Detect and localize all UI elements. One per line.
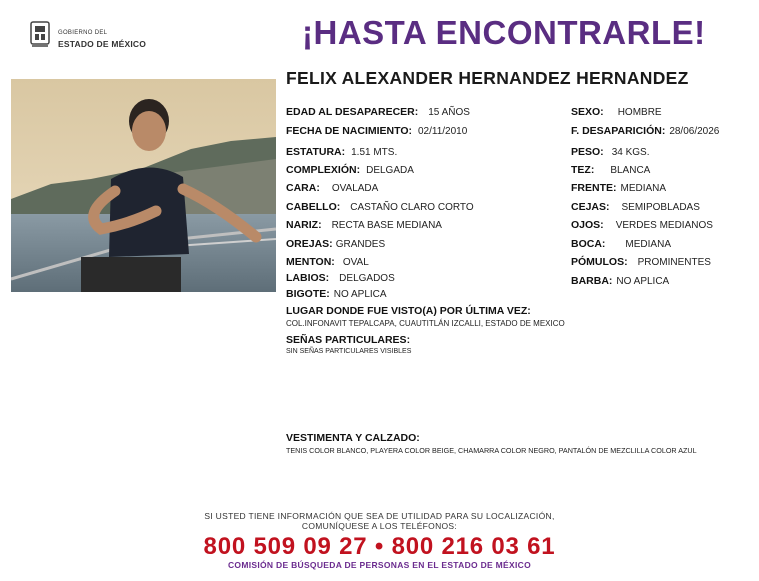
field-cheekbones bbox=[571, 256, 711, 268]
field-label: EDAD AL DESAPARECER: bbox=[286, 106, 419, 118]
seal-icon bbox=[28, 20, 52, 50]
field-label: CABELLO: bbox=[286, 201, 341, 213]
field-value: 02/11/2010 bbox=[418, 126, 468, 137]
field-value: 1.51 MTS. bbox=[351, 147, 398, 158]
field-mouth bbox=[571, 238, 671, 250]
field-value: VERDES MEDIANOS bbox=[615, 220, 713, 231]
field-value: PROMINENTES bbox=[637, 257, 711, 268]
person-photo bbox=[11, 79, 276, 292]
field-label: NARIZ: bbox=[286, 219, 322, 231]
info-line-2: COMUNÍQUESE A LOS TELÉFONOS: bbox=[301, 521, 458, 531]
distinguishing-marks-value: SIN SEÑAS PARTICULARES VISIBLES bbox=[286, 348, 412, 355]
field-disappearance-date bbox=[571, 125, 719, 137]
field-value: MEDIANA bbox=[620, 183, 667, 194]
field-age bbox=[286, 106, 470, 118]
commission-name: COMISIÓN DE BÚSQUEDA DE PERSONAS EN EL ESTADO DE MÉXICO bbox=[227, 560, 532, 570]
field-complexion bbox=[571, 164, 650, 176]
field-build bbox=[286, 164, 414, 176]
government-logo bbox=[28, 20, 168, 52]
field-label: ESTATURA: bbox=[286, 146, 346, 158]
field-value: DELGADA bbox=[366, 165, 414, 176]
distinguishing-marks-title: SEÑAS PARTICULARES: bbox=[286, 334, 411, 346]
field-label: OJOS: bbox=[571, 219, 604, 231]
field-height bbox=[286, 146, 397, 158]
field-label: LABIOS: bbox=[286, 272, 330, 284]
field-label: OREJAS: bbox=[286, 238, 333, 250]
field-face bbox=[286, 182, 378, 194]
field-label: FRENTE: bbox=[571, 182, 617, 194]
field-label: PÓMULOS: bbox=[571, 256, 628, 268]
field-hair bbox=[286, 201, 474, 213]
last-seen-title: LUGAR DONDE FUE VISTO(A) POR ÚLTIMA VEZ: bbox=[286, 305, 531, 317]
field-label: SEXO: bbox=[571, 106, 604, 118]
field-label: PESO: bbox=[571, 146, 604, 158]
field-value: SEMIPOBLADAS bbox=[621, 202, 700, 213]
field-eyebrows bbox=[571, 201, 700, 213]
field-value: OVALADA bbox=[331, 183, 379, 194]
clothing-description: TENIS COLOR BLANCO, PLAYERA COLOR BEIGE, CHAMARRA COLOR NEGRO, PANTALÓN DE MEZCLILLA COLOR AZUL bbox=[286, 446, 697, 455]
field-value: NO APLICA bbox=[333, 289, 387, 300]
field-value: HOMBRE bbox=[617, 107, 662, 118]
field-value: MEDIANA bbox=[625, 239, 671, 250]
field-value: 15 AÑOS bbox=[428, 107, 470, 118]
field-label: COMPLEXIÓN: bbox=[286, 164, 361, 176]
field-value: CASTAÑO CLARO CORTO bbox=[350, 202, 474, 213]
field-ears bbox=[286, 238, 385, 250]
field-forehead bbox=[571, 182, 666, 194]
field-label: F. DESAPARICIÓN: bbox=[571, 125, 666, 137]
field-mustache bbox=[286, 288, 387, 300]
field-birthdate bbox=[286, 125, 467, 137]
clothing-title: VESTIMENTA Y CALZADO: bbox=[286, 432, 420, 444]
field-label: TEZ: bbox=[571, 164, 595, 176]
field-value: GRANDES bbox=[335, 239, 386, 250]
field-label: BARBA: bbox=[571, 275, 613, 287]
last-seen-location: COL.INFONAVIT TEPALCAPA, CUAUTITLÁN IZCALLI, ESTADO DE MEXICO bbox=[286, 319, 565, 328]
field-value: 28/06/2026 bbox=[669, 126, 720, 137]
field-sex bbox=[571, 106, 662, 118]
field-eyes bbox=[571, 219, 713, 231]
field-label: BIGOTE: bbox=[286, 288, 330, 300]
headline: ¡HASTA ENCONTRARLE! bbox=[302, 14, 706, 51]
field-label: FECHA DE NACIMIENTO: bbox=[286, 125, 412, 137]
phone-numbers: 800 509 09 27 • 800 216 03 61 bbox=[203, 533, 556, 560]
field-value: OVAL bbox=[342, 257, 369, 268]
field-value: DELGADOS bbox=[339, 273, 395, 284]
field-weight bbox=[571, 146, 650, 158]
field-beard bbox=[571, 275, 669, 287]
field-nose bbox=[286, 219, 442, 231]
field-value: 34 KGS. bbox=[611, 147, 650, 158]
field-value: NO APLICA bbox=[616, 276, 670, 287]
field-value: RECTA BASE MEDIANA bbox=[331, 220, 442, 231]
logo-line-1: GOBIERNO DEL bbox=[58, 30, 108, 36]
field-label: MENTON: bbox=[286, 256, 335, 268]
field-label: BOCA: bbox=[571, 238, 606, 250]
missing-person-name: FELIX ALEXANDER HERNANDEZ HERNANDEZ bbox=[286, 68, 689, 88]
field-label: CARA: bbox=[286, 182, 320, 194]
field-chin bbox=[286, 256, 369, 268]
field-label: CEJAS: bbox=[571, 201, 610, 213]
info-line-1: SI USTED TIENE INFORMACIÓN QUE SEA DE UTILIDAD PARA SU LOCALIZACIÓN, bbox=[204, 511, 555, 521]
logo-line-2: ESTADO DE MÉXICO bbox=[58, 39, 147, 49]
field-lips bbox=[286, 272, 395, 284]
field-value: BLANCA bbox=[610, 165, 651, 176]
